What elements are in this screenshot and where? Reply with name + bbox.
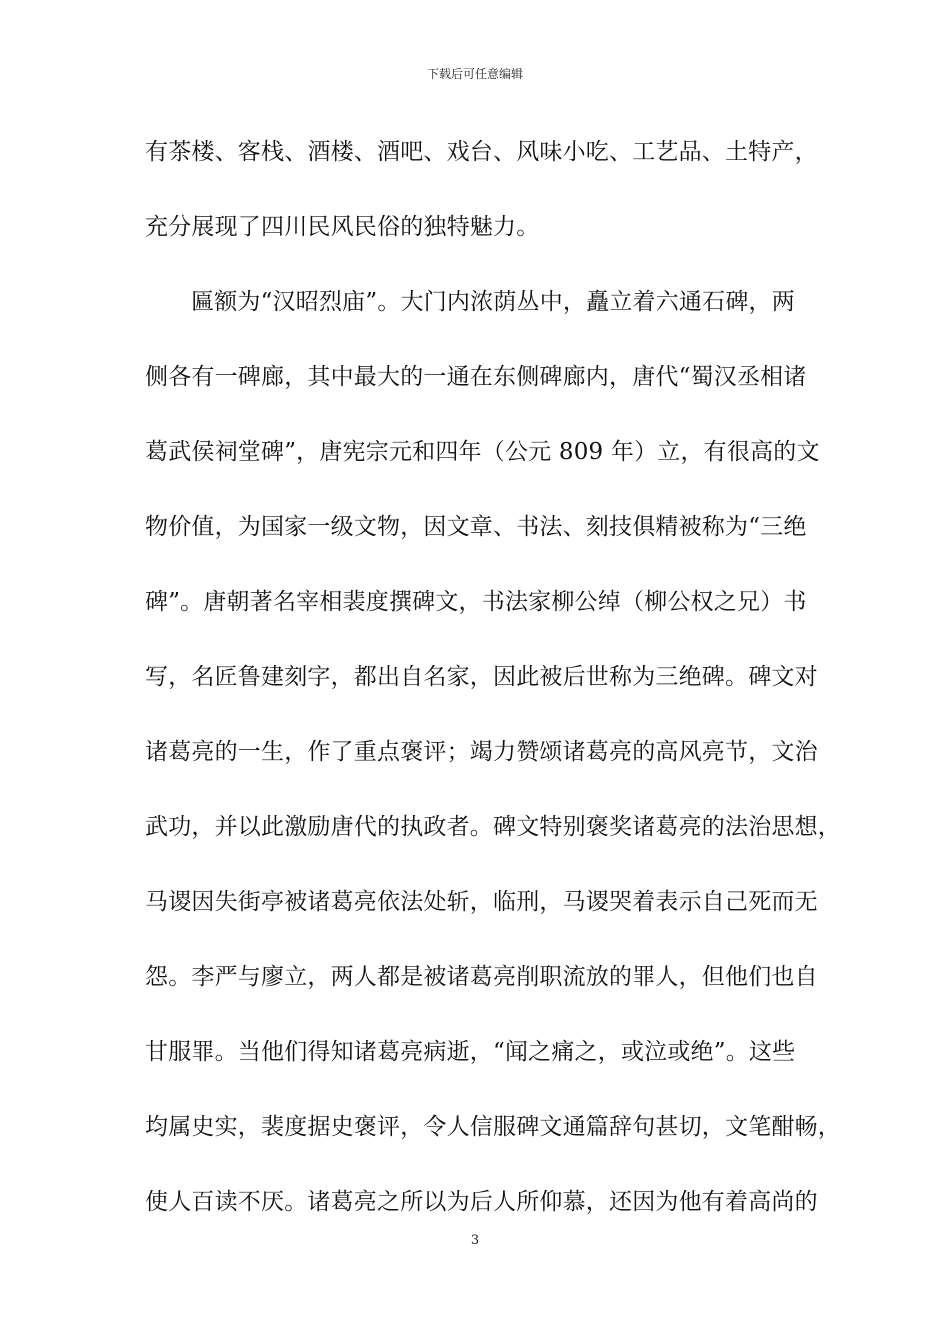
text-line: 有茶楼、客栈、酒楼、酒吧、戏台、风味小吃、工艺品、土特产， [145,139,818,165]
text-line: 物价值，为国家一级文物，因文章、书法、刻技俱精被称为“三绝 [145,514,807,540]
text-line: 马谡因失街亭被诸葛亮依法处斩，临刑，马谡哭着表示自己死而无 [145,889,818,915]
text-line: 充分展现了四川民风民俗的独特魅力。 [145,214,540,240]
text-line: 武功，并以此激励唐代的执政者。碑文特别褒奖诸葛亮的法治思想， [145,814,841,840]
paragraph-first-line: 匾额为“汉昭烈庙”。大门内浓荫丛中，矗立着六通石碑，两 [191,289,795,315]
text-line: 使人百读不厌。诸葛亮之所以为后人所仰慕，还因为他有着高尚的 [145,1189,818,1215]
text-line: 诸葛亮的一生，作了重点褒评；竭力赞颂诸葛亮的高风亮节，文治 [145,739,818,765]
text-line: 写，名匠鲁建刻字，都出自名家，因此被后世称为三绝碑。碑文对 [145,664,818,690]
text-line: 葛武侯祠堂碑”，唐宪宗元和四年（公元 809 年）立，有很高的文 [145,439,820,465]
text-line: 均属史实，裴度据史褒评，令人信服碑文通篇辞句甚切，文笔酣畅， [145,1114,841,1140]
text-line: 侧各有一碑廊，其中最大的一通在东侧碑廊内，唐代“蜀汉丞相诸 [145,364,807,390]
text-line: 怨。李严与廖立，两人都是被诸葛亮削职流放的罪人，但他们也自 [145,964,818,990]
text-line: 甘服罪。当他们得知诸葛亮病逝，“闻之痛之，或泣或绝”。这些 [145,1039,796,1065]
page-header: 下载后可任意编辑 [426,67,523,81]
text-line: 碑”。唐朝著名宰相裴度撰碑文，书法家柳公绰（柳公权之兄）书 [145,589,807,615]
page-number: 3 [470,1233,480,1248]
